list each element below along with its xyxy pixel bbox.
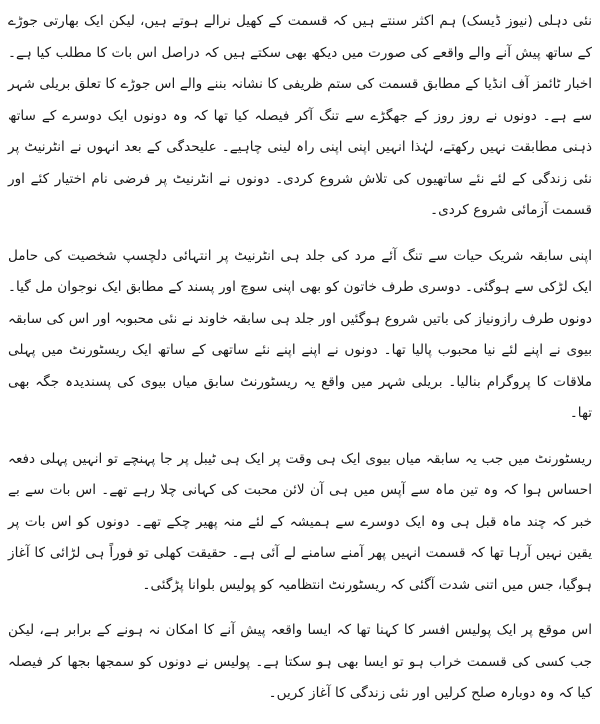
article-paragraph: اپنی سابقہ شریک حیات سے تنگ آئے مرد کی جلد ہی انٹرنیٹ پر انتہائی دلچسپ شخصیت کی حامل ایک لڑکی سے ہوگئی۔ دوسری طرف خاتون کو بھی اپنی سوچ اور پسند کے مطابق ایک نوجوان مل گیا۔ دونوں طرف رازونیاز کی باتیں شروع ہوگئیں اور جلد ہی سابقہ خاوند نے نئی محبوبہ اور اس کی سابقہ بیوی نے اپنے لئے نیا محبوب پالیا تھا۔ دونوں نے اپنے اپنے نئے ساتھی کے ساتھ ایک ریسٹورنٹ میں پہلی ملاقات کا پروگرام بنالیا۔ بریلی شہر میں واقع یہ ریسٹورنٹ سابق میاں بیوی کی پسندیدہ جگہ بھی تھا۔ <box>8 247 592 421</box>
article-paragraph: اس موقع پر ایک پولیس افسر کا کہنا تھا کہ ایسا واقعہ پیش آنے کا امکان نہ ہونے کے برابر ہے، لیکن جب کسی کی قسمت خراب ہو تو ایسا بھی ہو سکتا ہے۔ پولیس نے دونوں کو سمجھا بجھا کر فیصلہ کیا کہ وہ دوبارہ صلح کرلیں اور نئی زندگی کا آغاز کریں۔ <box>8 622 592 701</box>
article-paragraph: ریسٹورنٹ میں جب یہ سابقہ میاں بیوی ایک ہی وقت پر ایک ہی ٹیبل پر جا پہنچے تو انہیں پہلی دفعہ احساس ہوا کہ وہ تین ماہ سے آپس میں ہی آن لائن محبت کی کہانی چلا رہے تھے۔ اس بات سے بے خبر کہ چند ماہ قبل ہی وہ ایک دوسرے سے ہمیشہ کے لئے منہ پھیر چکے تھے۔ دونوں کو اس بات پر یقین نہیں آرہا تھا کہ قسمت انہیں پھر آمنے سامنے لے آئی ہے۔ حقیقت کھلی تو فوراً ہی لڑائی کا آغاز ہوگیا، جس میں اتنی شدت آگئی کہ ریسٹورنٹ انتظامیہ کو پولیس بلوانا پڑگئی۔ <box>8 450 592 593</box>
article-body <box>8 6 592 724</box>
article-paragraph: نئی دہلی (نیوز ڈیسک) ہم اکثر سنتے ہیں کہ قسمت کے کھیل نرالے ہوتے ہیں، لیکن ایک بھارتی جوڑے کے ساتھ پیش آنے والے واقعے کی صورت میں دیکھ بھی سکتے ہیں کہ دراصل اس بات کا مطلب کیا ہے۔ اخبار ٹائمز آف انڈیا کے مطابق قسمت کی ستم ظریفی کا نشانہ بننے والے اس جوڑے کا تعلق بریلی شہر سے ہے۔ دونوں نے روز روز کے جھگڑے سے تنگ آکر فیصلہ کیا تھا کہ وہ دونوں ایک دوسرے کے ساتھ ذہنی مطابقت نہیں رکھتے، لہٰذا انہیں اپنی اپنی راہ لینی چاہیے۔ علیحدگی کے بعد انہوں نے انٹرنیٹ پر نئی زندگی کے لئے نئے ساتھیوں کی تلاش شروع کردی۔ دونوں نے انٹرنیٹ پر فرضی نام اختیار کئے اور قسمت آزمائی شروع کردی۔ <box>8 13 592 218</box>
